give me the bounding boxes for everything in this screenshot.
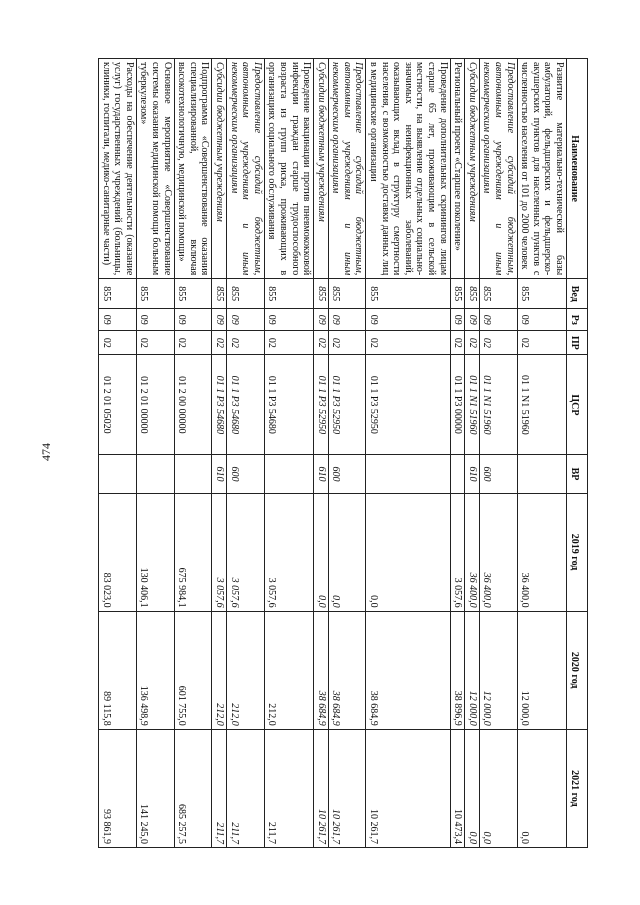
row-pr: 02 <box>174 331 212 355</box>
row-rz: 09 <box>314 309 329 331</box>
row-2020: 12 000,0 <box>517 611 566 729</box>
row-vr <box>264 455 313 493</box>
row-vr <box>136 455 174 493</box>
row-ved: 855 <box>450 279 465 309</box>
row-rz: 09 <box>264 309 313 331</box>
row-ved: 855 <box>264 279 313 309</box>
row-csr: 01 1 P3 00000 <box>450 355 465 455</box>
row-2019: 36 400,0 <box>479 493 517 611</box>
row-ved: 855 <box>314 279 329 309</box>
row-pr: 02 <box>99 331 137 355</box>
page-number: 474 <box>39 443 53 461</box>
row-ved: 855 <box>479 279 517 309</box>
header-name: Наименование <box>567 59 588 279</box>
row-ved: 855 <box>174 279 212 309</box>
row-name: Предоставление субсидий бюджетным, автономным учреждениям и иным некоммерческим организациям <box>479 59 517 279</box>
row-csr: 01 1 P3 52950 <box>314 355 329 455</box>
row-csr: 01 2 01 00000 <box>136 355 174 455</box>
row-rz: 09 <box>517 309 566 331</box>
table-body <box>99 59 567 848</box>
row-ved: 855 <box>328 279 366 309</box>
row-csr: 01 1 P3 52950 <box>328 355 366 455</box>
header-csr: ЦСР <box>567 355 588 455</box>
row-2021: 0,0 <box>517 729 566 847</box>
row-name: Развитие материально-технической базы амбулаторий, фельдшерских и фельдшерско-акушерских пунктов для населенных пунктов с численностью населения от 101 до 2000 человек <box>517 59 566 279</box>
row-2021: 10 261,7 <box>328 729 366 847</box>
row-name: Подпрограмма «Совершенствование оказания специализированной, включая высокотехнологичную, медицинской помощи» <box>174 59 212 279</box>
row-2020: 38 684,9 <box>366 611 450 729</box>
row-2019: 3 057,6 <box>226 493 264 611</box>
row-name: Основное мероприятие «Совершенствование системы оказания медицинской помощи больным туберкулезом» <box>136 59 174 279</box>
row-2020: 38 896,9 <box>450 611 465 729</box>
row-csr: 01 1 P3 54680 <box>264 355 313 455</box>
row-pr: 02 <box>264 331 313 355</box>
row-pr: 02 <box>226 331 264 355</box>
header-ved: Вед <box>567 279 588 309</box>
row-csr: 01 1 P3 54680 <box>226 355 264 455</box>
row-rz: 09 <box>479 309 517 331</box>
row-rz: 09 <box>328 309 366 331</box>
row-2020: 12 000,0 <box>465 611 480 729</box>
row-2021: 211,7 <box>212 729 227 847</box>
header-rz: Рз <box>567 309 588 331</box>
row-rz: 09 <box>366 309 450 331</box>
table-row <box>479 59 517 848</box>
header-pr: ПР <box>567 331 588 355</box>
header-2021: 2021 год <box>567 729 588 847</box>
row-name: Региональный проект «Старшее поколение» <box>450 59 465 279</box>
row-pr: 02 <box>314 331 329 355</box>
row-csr: 01 2 00 00000 <box>174 355 212 455</box>
row-2021: 211,7 <box>264 729 313 847</box>
row-2019: 83 023,0 <box>99 493 137 611</box>
table-row <box>517 59 566 848</box>
row-csr: 01 1 N1 51960 <box>479 355 517 455</box>
row-pr: 02 <box>366 331 450 355</box>
row-name: Субсидии бюджетным учреждениям <box>465 59 480 279</box>
row-rz: 09 <box>174 309 212 331</box>
row-vr: 610 <box>314 455 329 493</box>
table-row <box>226 59 264 848</box>
row-2021: 141 245,0 <box>136 729 174 847</box>
row-vr <box>99 455 137 493</box>
row-pr: 02 <box>328 331 366 355</box>
row-vr: 600 <box>479 455 517 493</box>
row-ved: 855 <box>366 279 450 309</box>
row-2019: 0,0 <box>366 493 450 611</box>
row-rz: 09 <box>212 309 227 331</box>
row-name: Проведение дополнительных скринингов лицам старше 65 лет, проживающим в сельской местности, на выявление отдельных социально-значимых неинфекционных заболеваний, оказывающих вклад в структуру смертности населения, с возможностью доставки данных лиц в медицинские организации <box>366 59 450 279</box>
row-2019: 0,0 <box>328 493 366 611</box>
header-2019: 2019 год <box>567 493 588 611</box>
row-vr <box>450 455 465 493</box>
row-rz: 09 <box>465 309 480 331</box>
table-row <box>366 59 450 848</box>
row-name: Предоставление субсидий бюджетным, автономным учреждениям и иным некоммерческим организациям <box>226 59 264 279</box>
table-row <box>450 59 465 848</box>
row-name: Расходы на обеспечение деятельности (оказание услуг) государственных учреждений (больницы, клиники, госпитали, медико-санитарные части) <box>99 59 137 279</box>
table-header-row <box>567 59 588 848</box>
row-pr: 02 <box>479 331 517 355</box>
row-ved: 855 <box>99 279 137 309</box>
row-2021: 211,7 <box>226 729 264 847</box>
row-csr: 01 1 N1 51960 <box>465 355 480 455</box>
row-csr: 01 1 P3 52950 <box>366 355 450 455</box>
row-rz: 09 <box>136 309 174 331</box>
table-row <box>465 59 480 848</box>
row-ved: 855 <box>136 279 174 309</box>
row-rz: 09 <box>99 309 137 331</box>
row-name: Предоставление субсидий бюджетным, автономным учреждениям и иным некоммерческим организациям <box>328 59 366 279</box>
rotated-table-wrapper <box>88 58 588 848</box>
row-ved: 855 <box>465 279 480 309</box>
row-vr <box>517 455 566 493</box>
row-2020: 38 684,9 <box>328 611 366 729</box>
row-2019: 36 400,0 <box>465 493 480 611</box>
row-2019: 3 057,6 <box>450 493 465 611</box>
row-2021: 93 861,9 <box>99 729 137 847</box>
row-vr: 610 <box>212 455 227 493</box>
row-pr: 02 <box>450 331 465 355</box>
row-2020: 38 684,9 <box>314 611 329 729</box>
table-row <box>136 59 174 848</box>
header-2020: 2020 год <box>567 611 588 729</box>
row-csr: 01 1 P3 54680 <box>212 355 227 455</box>
table-row <box>174 59 212 848</box>
row-pr: 02 <box>517 331 566 355</box>
row-2021: 10 261,7 <box>314 729 329 847</box>
row-2019: 0,0 <box>314 493 329 611</box>
row-pr: 02 <box>136 331 174 355</box>
row-name: Субсидии бюджетным учреждениям <box>314 59 329 279</box>
row-2021: 10 261,7 <box>366 729 450 847</box>
table-row <box>99 59 137 848</box>
row-ved: 855 <box>226 279 264 309</box>
table-row <box>328 59 366 848</box>
row-2021: 0,0 <box>465 729 480 847</box>
row-vr: 610 <box>465 455 480 493</box>
row-csr: 01 1 N1 51960 <box>517 355 566 455</box>
row-2020: 212,0 <box>264 611 313 729</box>
row-csr: 01 2 01 05020 <box>99 355 137 455</box>
row-2020: 212,0 <box>226 611 264 729</box>
row-vr: 600 <box>226 455 264 493</box>
row-pr: 02 <box>212 331 227 355</box>
row-ved: 855 <box>517 279 566 309</box>
row-2020: 89 115,8 <box>99 611 137 729</box>
row-2021: 685 257,5 <box>174 729 212 847</box>
row-rz: 09 <box>450 309 465 331</box>
row-2020: 136 498,9 <box>136 611 174 729</box>
row-2019: 36 400,0 <box>517 493 566 611</box>
table-row <box>314 59 329 848</box>
budget-table <box>98 58 588 848</box>
row-2019: 675 984,1 <box>174 493 212 611</box>
table-row <box>212 59 227 848</box>
row-name: Проведение вакцинации против пневмококковой инфекции граждан старше трудоспособного возраста из групп риска, проживающих в организациях социального обслуживания <box>264 59 313 279</box>
header-vr: ВР <box>567 455 588 493</box>
row-ved: 855 <box>212 279 227 309</box>
row-2021: 0,0 <box>479 729 517 847</box>
row-2020: 212,0 <box>212 611 227 729</box>
row-vr <box>366 455 450 493</box>
row-vr <box>174 455 212 493</box>
row-pr: 02 <box>465 331 480 355</box>
row-name: Субсидии бюджетным учреждениям <box>212 59 227 279</box>
row-2019: 130 406,1 <box>136 493 174 611</box>
row-2019: 3 057,6 <box>264 493 313 611</box>
row-rz: 09 <box>226 309 264 331</box>
row-vr: 600 <box>328 455 366 493</box>
row-2020: 12 000,0 <box>479 611 517 729</box>
row-2021: 10 473,4 <box>450 729 465 847</box>
row-2019: 3 057,6 <box>212 493 227 611</box>
table-row <box>264 59 313 848</box>
row-2020: 601 755,0 <box>174 611 212 729</box>
